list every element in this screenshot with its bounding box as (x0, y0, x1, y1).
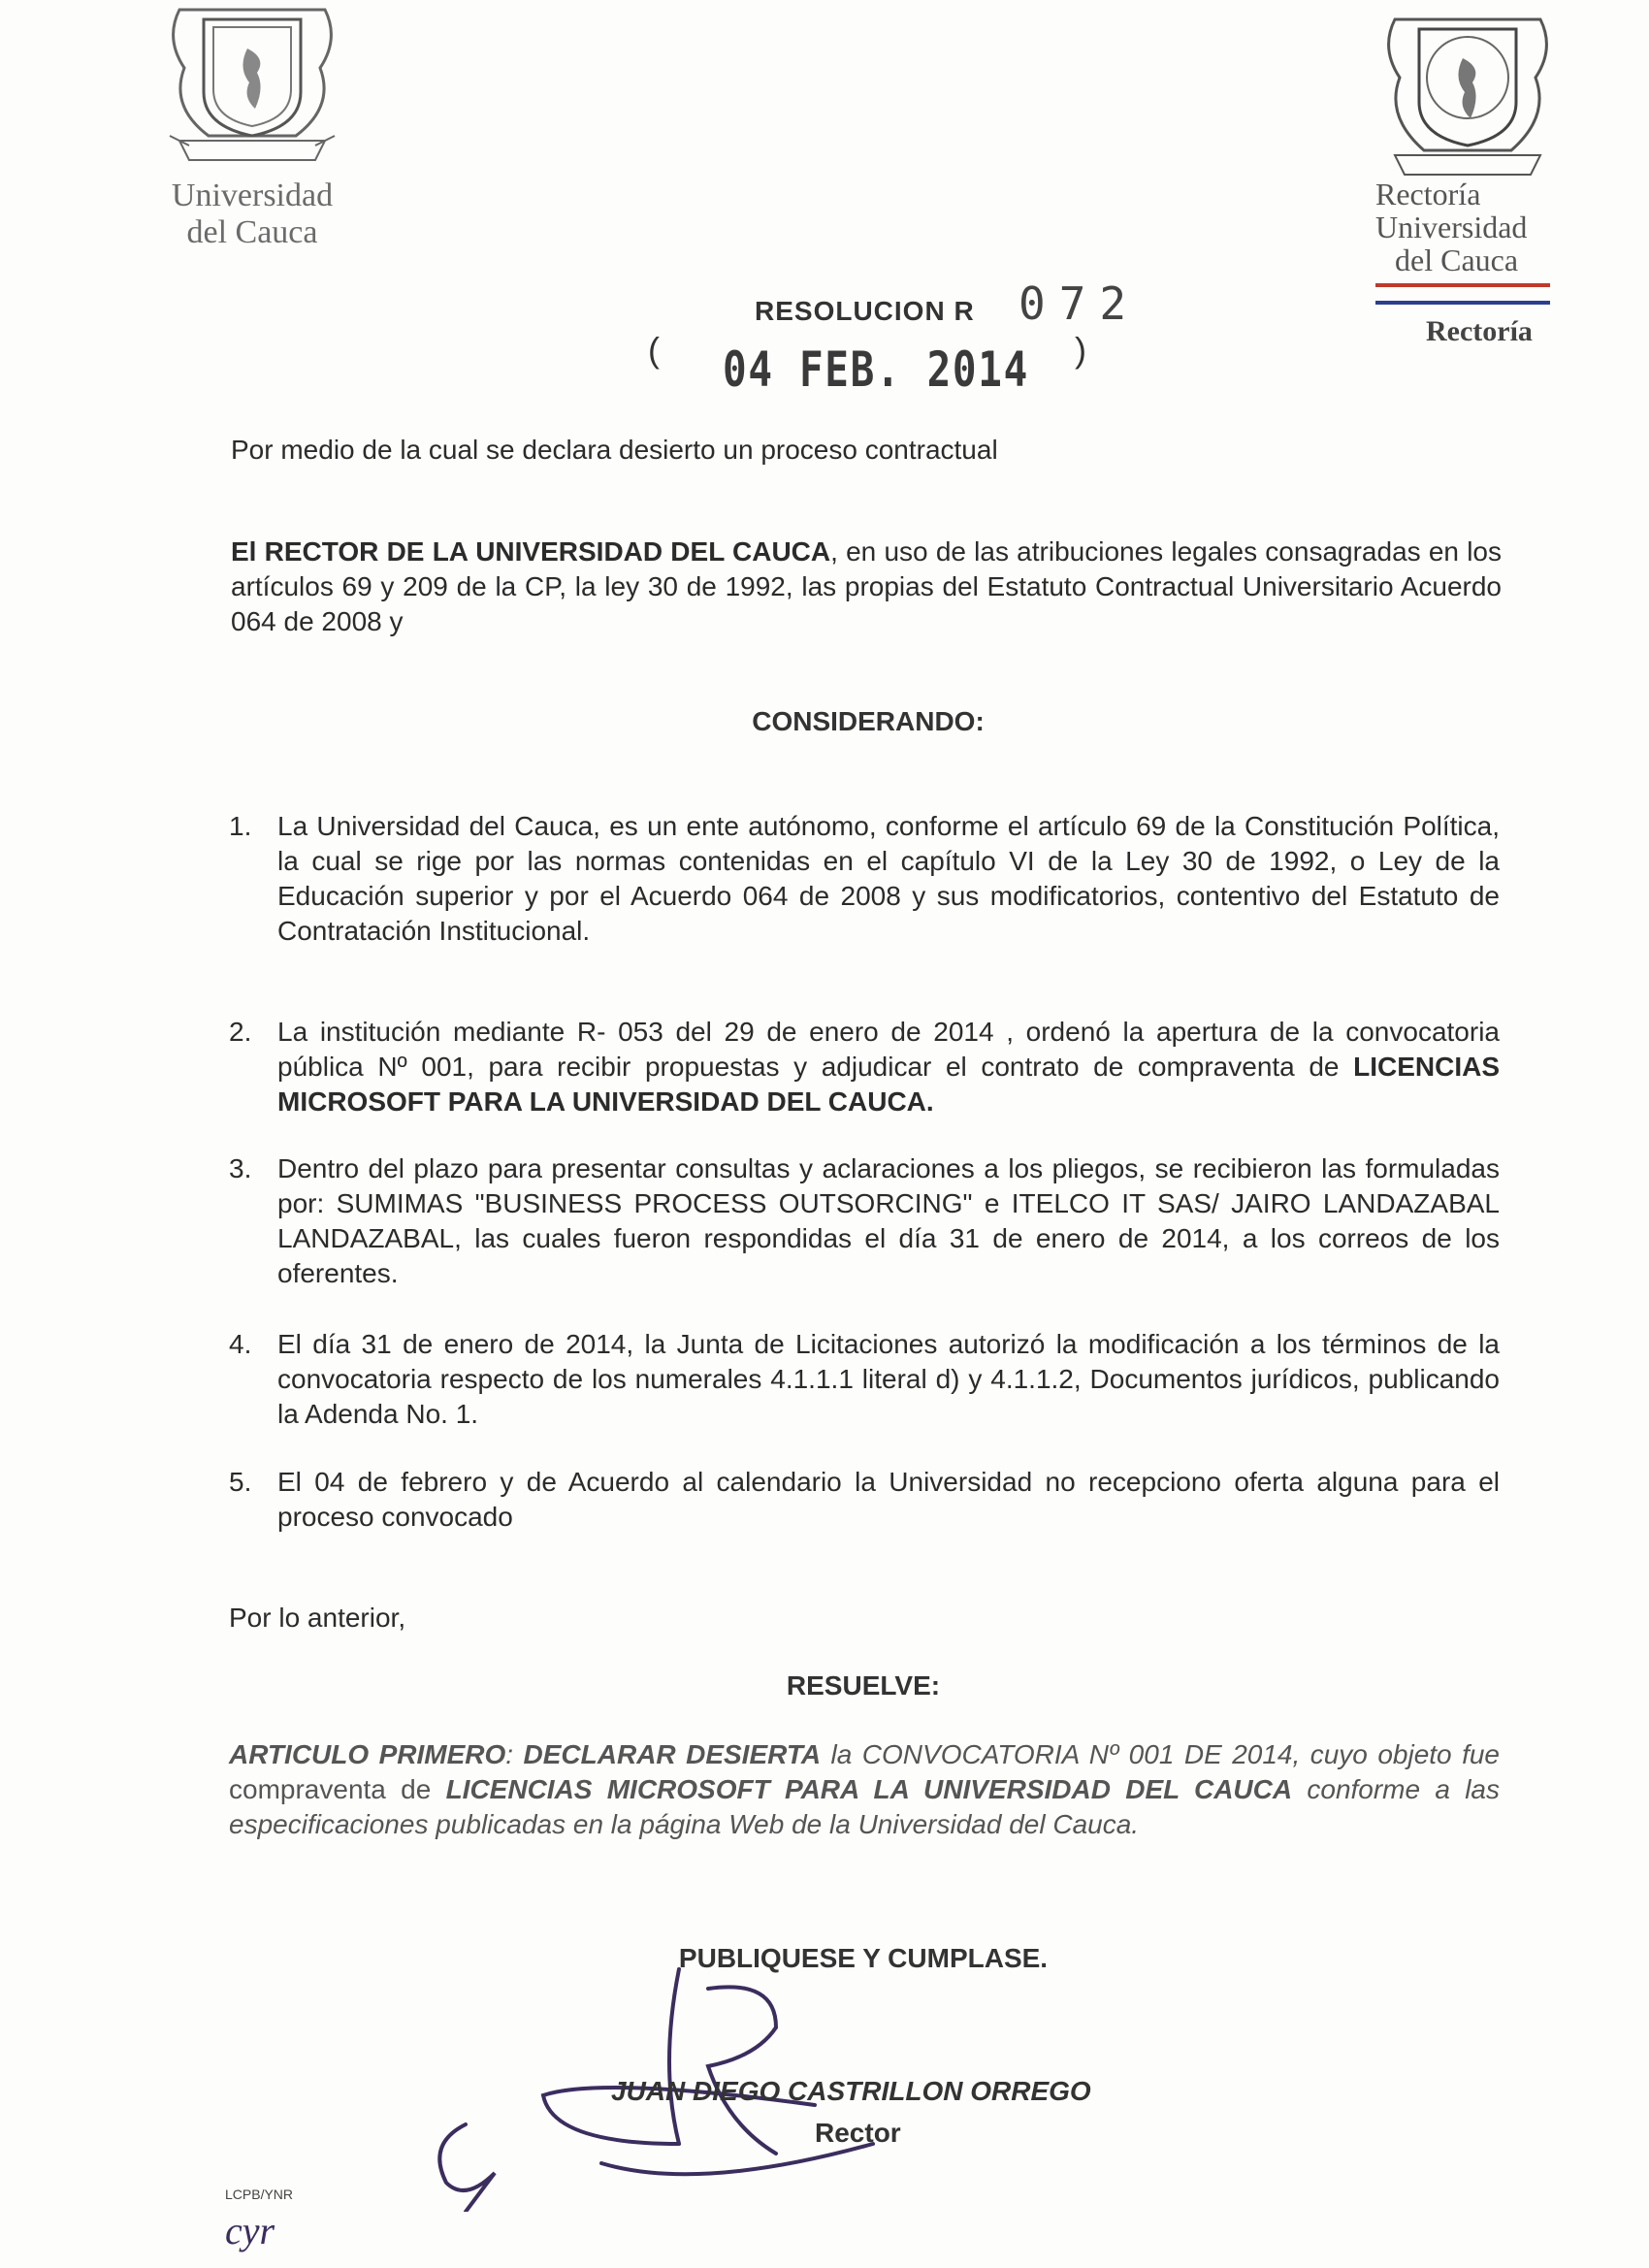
item-text: El día 31 de enero de 2014, la Junta de Licitaciones autorizó la modificación a los términos de la convocatoria respecto de los numerales 4.1.1.1 literal d) y 4.1.1.2, Documentos jurídicos, publicando la Adenda No. 1. (277, 1329, 1500, 1429)
item-number: 2. (229, 1017, 252, 1047)
stamp-universidad: Universidad (1375, 210, 1528, 244)
articulo-label: ARTICULO PRIMERO (229, 1739, 506, 1769)
initials-handwritten: cyr (225, 2209, 275, 2252)
item-number: 3. (229, 1153, 252, 1183)
university-logo-right (1375, 5, 1560, 184)
stamp-del-cauca: del Cauca (1395, 243, 1519, 277)
signer-title: Rector (815, 2118, 901, 2148)
list-item (229, 1151, 1500, 1297)
university-seal-icon (160, 0, 344, 170)
preamble-bold: El RECTOR DE LA UNIVERSIDAD DEL CAUCA (231, 536, 831, 567)
list-item (229, 1465, 1500, 1542)
resuelve-heading: RESUELVE: (786, 1670, 941, 1701)
item-text: Dentro del plazo para presentar consultas y aclaraciones a los pliegos, se recibieron las formuladas por: SUMIMAS "BUSINESS PROCESS OUTSORCING" e ITELCO IT SAS/ JAIRO LANDAZABAL LANDAZABAL, las cuales fueron respondidas el día 31 de enero de 2014, a los correos de los oferentes. (277, 1153, 1500, 1288)
list-item (229, 1015, 1500, 1131)
preamble (231, 535, 1502, 639)
logo-text-line2: del Cauca (186, 214, 318, 250)
closing-text: PUBLIQUESE Y CUMPLASE. (678, 1943, 1049, 1973)
por-lo-anterior: Por lo anterior, (229, 1603, 406, 1633)
articulo-primero (229, 1737, 1500, 1842)
stamp-rectoria-label: Rectoría (1426, 315, 1533, 347)
item-number: 4. (229, 1329, 252, 1359)
subject-line: Por medio de la cual se declara desierto un proceso contractual (231, 435, 998, 465)
articulo-colon: : (505, 1739, 524, 1769)
list-item (229, 809, 1500, 955)
stamp-red-line (1375, 283, 1550, 287)
item-text-bold: LICENCIAS MICROSOFT PARA LA UNIVERSIDAD DEL CAUCA. (277, 1052, 1500, 1117)
articulo-licencias: LICENCIAS MICROSOFT PARA LA UNIVERSIDAD DEL CAUCA (445, 1774, 1293, 1804)
item-text (277, 1015, 1500, 1119)
articulo-rest: conforme a las especificaciones publicadas en la página Web de la Universidad del Cauca. (229, 1774, 1500, 1839)
paren-open: ( (648, 330, 660, 370)
articulo-convocatoria: la CONVOCATORIA Nº 001 DE 2014, cuyo objeto fue (821, 1739, 1500, 1769)
item-text: La Universidad del Cauca, es un ente autónomo, conforme el artículo 69 de la Constitución Política, la cual se rige por las normas contenidas en el capítulo VI de la Ley 30 de 1992, o Ley de la Educación superior y por el Acuerdo 064 de 2008 y sus modificatorios, contentivo del Estatuto de Contratación Institucional. (277, 811, 1500, 946)
item-number: 5. (229, 1467, 252, 1497)
stamp-rectoria: Rectoría (1375, 177, 1481, 211)
resolution-number: 072 (1018, 277, 1141, 330)
item-text: El 04 de febrero y de Acuerdo al calendario la Universidad no recepciono oferta alguna para el proceso convocado (277, 1467, 1500, 1532)
logo-text-line1: Universidad (171, 178, 334, 213)
resolution-label: RESOLUCION R (755, 296, 975, 326)
university-seal-icon (1375, 5, 1560, 184)
initials: LCPB/YNR (225, 2187, 294, 2202)
list-item (229, 1327, 1500, 1434)
stamp-blue-line (1375, 301, 1550, 305)
resolution-date: 04 FEB. 2014 (723, 341, 1029, 398)
item-text-plain: La institución mediante R- 053 del 29 de enero de 2014 , ordenó la apertura de la convocatoria pública Nº 001, para recibir propuestas y adjudicar el contrato de compraventa de (277, 1017, 1500, 1082)
university-logo-left (160, 0, 344, 170)
considerando-heading: CONSIDERANDO: (752, 706, 985, 736)
articulo-declarar: DECLARAR DESIERTA (523, 1739, 822, 1769)
signer-name: JUAN DIEGO CASTRILLON ORREGO (611, 2076, 1091, 2106)
articulo-compraventa: compraventa de (229, 1774, 446, 1804)
item-number: 1. (229, 811, 252, 841)
paren-close: ) (1075, 330, 1086, 370)
preamble-rest: , en uso de las atribuciones legales consagradas en los artículos 69 y 209 de la CP, la ley 30 de 1992, las propias del Estatuto Contractual Universitario Acuerdo 064 de 2008 y (231, 536, 1502, 636)
